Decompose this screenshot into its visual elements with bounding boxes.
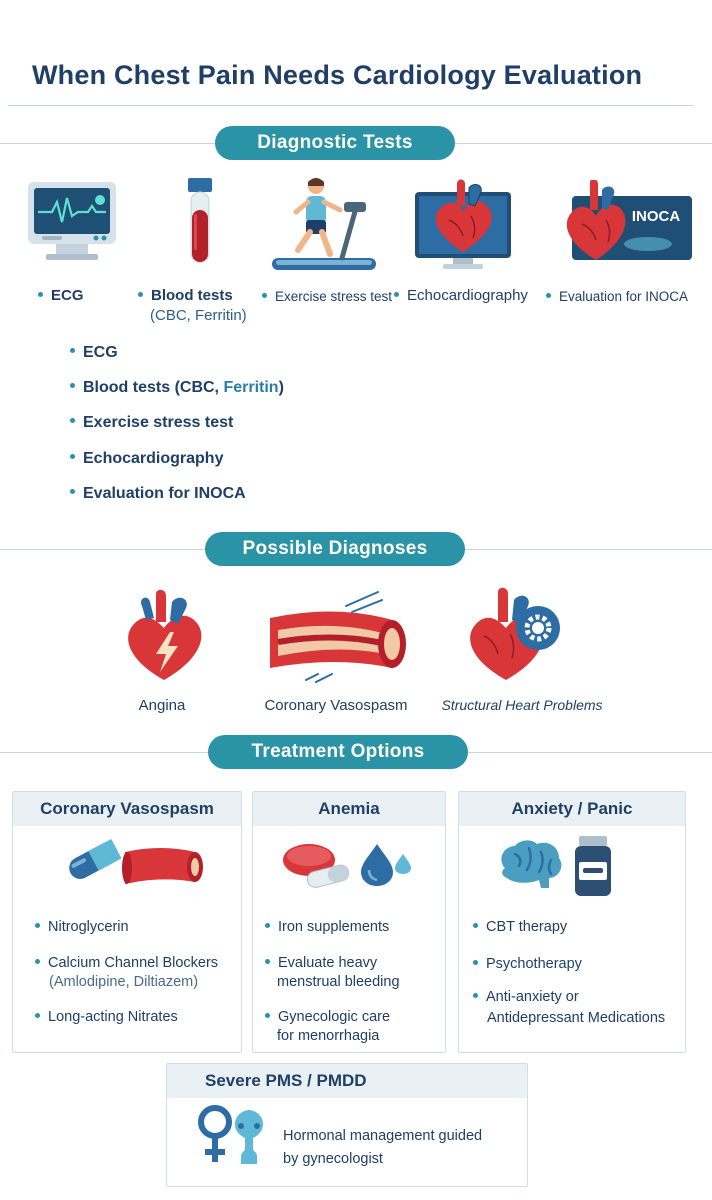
- treatment-card-pms: [166, 1063, 528, 1187]
- section-pill-diagnostic-tests: Diagnostic Tests: [215, 126, 455, 160]
- section-pill-treatment-options: Treatment Options: [208, 735, 468, 769]
- treatment-item: Anti-anxiety or: [473, 988, 579, 1007]
- treatment-card-vasospasm: [12, 791, 242, 1053]
- artery-segment-icon: [121, 842, 203, 890]
- treatment-item: CBT therapy: [473, 918, 567, 937]
- treatment-card-title: Anemia: [253, 792, 445, 826]
- test-list-item-blood-tests: Blood tests (CBC, Ferritin): [70, 379, 284, 397]
- brain-icon: [495, 838, 565, 892]
- diagnosis-label-angina: Angina: [138, 697, 186, 714]
- treadmill-runner-icon: [268, 174, 378, 274]
- treatment-item-cont: Antidepressant Medications: [487, 1010, 666, 1026]
- icon-label-stress-test: Exercise stress test: [262, 289, 392, 304]
- test-list-item-ecg: ECG: [70, 344, 118, 362]
- treatment-item-sub: (Amlodipine, Diltiazem): [49, 974, 199, 990]
- test-list-item-inoca: Evaluation for INOCA: [70, 485, 246, 503]
- treatment-card-title: Severe PMS / PMDD: [167, 1064, 527, 1098]
- treatment-card-anemia: [252, 791, 446, 1053]
- ecg-monitor-icon: [26, 180, 118, 266]
- treatment-card-anxiety: [458, 791, 686, 1053]
- diagnosis-label-vasospasm: Coronary Vasospasm: [264, 697, 408, 714]
- title-divider: [8, 105, 694, 106]
- treatment-item: Gynecologic care: [265, 1008, 390, 1027]
- pms-text-line: by gynecologist: [283, 1151, 383, 1167]
- test-list-item-stress-test: Exercise stress test: [70, 414, 233, 432]
- treatment-item: Long-acting Nitrates: [35, 1008, 178, 1027]
- inoca-heart-screen-icon: [560, 180, 694, 264]
- vasospasm-artery-icon: [266, 590, 414, 690]
- icon-label-echocardiography: Echocardiography: [394, 287, 528, 304]
- structural-heart-gear-icon: [462, 584, 566, 682]
- blood-test-tube-icon: [184, 176, 216, 268]
- treatment-item: Psychotherapy: [473, 955, 582, 974]
- pms-text-line: Hormonal management guided: [283, 1128, 483, 1144]
- treatment-item: Iron supplements: [265, 918, 389, 937]
- icon-label-ecg: ECG: [38, 287, 84, 304]
- section-pill-possible-diagnoses: Possible Diagnoses: [205, 532, 465, 566]
- treatment-card-title: Anxiety / Panic: [459, 792, 685, 826]
- page-title: When Chest Pain Needs Cardiology Evaluation: [32, 60, 643, 90]
- angina-heart-icon: [118, 586, 210, 682]
- echocardiography-monitor-icon: [413, 176, 513, 272]
- blood-drop-icon: [357, 842, 415, 888]
- treatment-item-cont: menstrual bleeding: [277, 974, 400, 990]
- treatment-card-title: Coronary Vasospasm: [13, 792, 241, 826]
- treatment-item-cont: for menorrhagia: [277, 1028, 380, 1044]
- diagnosis-label-structural: Structural Heart Problems: [441, 697, 603, 713]
- pill-capsule-icon: [63, 838, 123, 882]
- female-symbol-icon: [197, 1104, 267, 1170]
- test-list-item-echocardiography: Echocardiography: [70, 450, 223, 468]
- icon-label-inoca: Evaluation for INOCA: [546, 289, 688, 304]
- icon-label-blood-tests-sub: (CBC, Ferritin): [150, 307, 247, 324]
- treatment-item: Calcium Channel Blockers: [35, 954, 218, 973]
- medication-bottle-icon: [571, 834, 615, 898]
- treatment-item: Nitroglycerin: [35, 918, 129, 937]
- iron-supplement-icon: [279, 840, 355, 892]
- treatment-item: Evaluate heavy: [265, 954, 377, 973]
- inoca-screen-text: INOCA: [631, 208, 681, 225]
- icon-label-blood-tests: Blood tests: [138, 287, 233, 304]
